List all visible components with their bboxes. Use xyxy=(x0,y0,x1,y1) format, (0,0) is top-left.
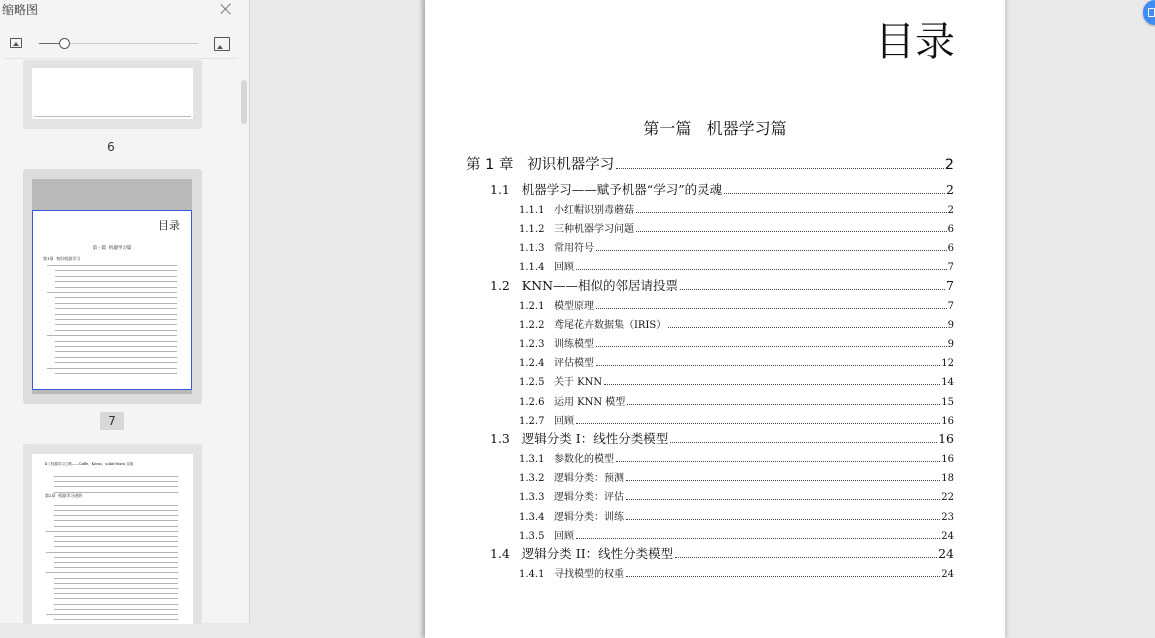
mini-toc-row xyxy=(47,265,177,266)
toc-dot-leader xyxy=(627,404,940,405)
thumbnail-image-selected xyxy=(32,210,192,390)
mini-toc-row xyxy=(46,552,178,553)
toc-dot-leader xyxy=(596,308,947,309)
toc-entry xyxy=(466,153,954,174)
toc-entry xyxy=(519,335,954,350)
toc-dot-leader xyxy=(616,461,940,462)
mini-toc-row xyxy=(55,373,177,374)
thumbnail-image xyxy=(32,454,193,624)
toc-dot-leader xyxy=(596,365,940,366)
part-title: 第一篇 机器学习篇 xyxy=(643,119,787,138)
toc-entry-title: 1.1.4 回顾 xyxy=(519,262,574,273)
mini-toc-row xyxy=(54,510,178,511)
toc-page-number: 7 xyxy=(946,278,954,293)
toc-page-number: 6 xyxy=(947,243,954,254)
toc-entry-title: 1.2.2 鸢尾花卉数据集（IRIS） xyxy=(519,320,667,331)
mini-toc-row xyxy=(55,303,177,304)
toc-entry xyxy=(490,276,954,294)
document-page xyxy=(425,0,1005,638)
toc-page-number: 12 xyxy=(941,358,954,369)
mini-toc-row xyxy=(55,346,177,347)
toc-entry xyxy=(519,488,954,503)
toc-dot-leader xyxy=(626,499,940,500)
toc-dot-leader xyxy=(668,327,946,328)
toc-dot-leader xyxy=(616,168,943,169)
panel-title: 缩略图 xyxy=(2,3,39,17)
toc-entry-title: 1.1 机器学习——赋予机器“学习”的灵魂 xyxy=(490,182,723,197)
toc-page-number: 16 xyxy=(941,416,954,427)
toc-entry-title: 1.2.4 评估模型 xyxy=(519,358,594,369)
page-rule xyxy=(34,116,191,117)
mini-toc-row xyxy=(47,335,177,336)
toc-page-number: 2 xyxy=(944,157,954,173)
thumbnail-panel xyxy=(0,0,250,623)
mini-toc-row xyxy=(55,330,177,331)
toc-page-number: 23 xyxy=(941,512,954,523)
toc-entry-title: 1.3.2 逻辑分类：预测 xyxy=(519,473,624,484)
page-gap xyxy=(32,390,192,394)
mini-toc-row xyxy=(55,351,177,352)
mini-toc-row xyxy=(54,598,178,599)
toc-entry xyxy=(519,316,954,331)
image-large-icon[interactable] xyxy=(214,37,230,51)
mini-toc-row xyxy=(55,276,177,277)
toc-dot-leader xyxy=(680,289,945,290)
mini-toc-row xyxy=(46,614,178,615)
mini-toc-row xyxy=(55,270,177,271)
toc-page-number: 22 xyxy=(941,492,954,503)
mini-toc-row xyxy=(54,619,178,620)
toc-dot-leader xyxy=(636,212,947,213)
toc-dot-leader xyxy=(596,346,947,347)
mini-toc-row xyxy=(54,578,178,579)
thumbnail-scrollbar[interactable] xyxy=(241,80,247,124)
mini-toc-row xyxy=(54,505,178,506)
toc-entry xyxy=(519,297,954,312)
toc-entry xyxy=(519,450,954,465)
toc-dot-leader xyxy=(626,480,940,481)
toc-entry-title: 1.2.7 回顾 xyxy=(519,416,574,427)
toc-entry xyxy=(519,258,954,273)
slider-thumb[interactable] xyxy=(59,38,70,49)
thumbnail-label-selected[interactable]: 7 xyxy=(100,412,124,430)
toc-entry-title: 1.3.3 逻辑分类：评估 xyxy=(519,492,624,503)
toc-entry xyxy=(519,239,954,254)
mini-toc-row xyxy=(55,287,177,288)
toc-entry xyxy=(519,565,954,580)
thumbnail-image xyxy=(32,68,193,119)
mini-toc-row xyxy=(54,588,178,589)
mini-part-title: 第一篇 机器学习篇 xyxy=(92,246,132,251)
toc-dot-leader xyxy=(675,557,937,558)
toc-page-number: 18 xyxy=(941,473,954,484)
mini-toc-row xyxy=(54,526,178,527)
mini-toc-row xyxy=(55,297,177,298)
toc-entry-title: 第 1 章 初识机器学习 xyxy=(466,157,615,173)
mini-chapter-title: 第1章 初识机器学习 xyxy=(43,256,81,261)
mini-toc-row xyxy=(54,583,178,584)
mini-toc-row xyxy=(55,324,177,325)
page-gap xyxy=(32,179,192,210)
mini-toc-row xyxy=(47,368,177,369)
mini-page-title: 目录 xyxy=(158,219,180,232)
mini-toc-row xyxy=(55,281,177,282)
mini-toc-row xyxy=(47,292,177,293)
document-viewport[interactable] xyxy=(251,0,1155,623)
mini-toc-row xyxy=(54,515,178,516)
toc-entry xyxy=(519,354,954,369)
toc-dot-leader xyxy=(724,193,945,194)
mini-toc-row xyxy=(54,567,178,568)
toc-entry xyxy=(519,393,954,408)
image-small-icon[interactable] xyxy=(10,38,22,48)
toc-page-number: 7 xyxy=(947,301,954,312)
mini-toc-row xyxy=(54,492,178,493)
mini-toc-row xyxy=(54,557,178,558)
toc-page-number: 2 xyxy=(947,205,954,216)
toc-entry xyxy=(519,508,954,523)
mini-toc-row xyxy=(54,609,178,610)
mini-toc-row xyxy=(54,593,178,594)
toc-dot-leader xyxy=(576,269,947,270)
mini-running-header: Ⅱ | 机器学习之路——Caffe、Keras、scikit-learn 实战 xyxy=(45,462,134,466)
mini-toc-row xyxy=(54,604,178,605)
toc-entry-title: 1.1.1 小红帽识别毒蘑菇 xyxy=(519,205,634,216)
mini-toc-row xyxy=(54,520,178,521)
mini-toc-row xyxy=(46,572,178,573)
toc-page-number: 24 xyxy=(938,546,954,561)
mini-chapter-title: 第2章 机器学习进阶 xyxy=(45,493,83,498)
toc-page-number: 9 xyxy=(947,339,954,350)
toc-page-number: 7 xyxy=(947,262,954,273)
toc-entry-title: 1.3 逻辑分类 I：线性分类模型 xyxy=(490,431,669,446)
toc-entry xyxy=(519,201,954,216)
mini-toc-row xyxy=(55,362,177,363)
thumbnail-page-7[interactable] xyxy=(23,169,202,404)
mini-toc-row xyxy=(55,319,177,320)
toc-page-number: 16 xyxy=(941,454,954,465)
toc-entry-title: 1.2 KNN——相似的邻居请投票 xyxy=(490,278,679,293)
mini-toc-row xyxy=(54,541,178,542)
toc-page-number: 24 xyxy=(941,569,954,580)
document-glyph-icon xyxy=(1148,8,1155,17)
toc-page-number: 24 xyxy=(941,531,954,542)
toc-entry xyxy=(519,527,954,542)
toc-entry-title: 1.3.4 逻辑分类：训练 xyxy=(519,512,624,523)
mini-toc-row xyxy=(54,481,178,482)
toc-page-number: 15 xyxy=(941,397,954,408)
page-title: 目录 xyxy=(875,19,955,65)
toc-entry-title: 1.2.3 训练模型 xyxy=(519,339,594,350)
mini-toc-row xyxy=(54,486,178,487)
toc-entry xyxy=(490,544,954,562)
toc-entry-title: 1.3.5 回顾 xyxy=(519,531,574,542)
toc-page-number: 14 xyxy=(941,377,954,388)
toc-page-number: 6 xyxy=(947,224,954,235)
toc-dot-leader xyxy=(626,519,940,520)
mini-toc-row xyxy=(54,546,178,547)
toc-dot-leader xyxy=(604,384,940,385)
toc-dot-leader xyxy=(670,442,937,443)
toc-entry xyxy=(519,373,954,388)
toc-entry-title: 1.4.1 寻找模型的权重 xyxy=(519,569,624,580)
mini-toc-row xyxy=(54,536,178,537)
toc-entry xyxy=(519,412,954,427)
thumbnail-page-6[interactable] xyxy=(23,60,202,129)
toc-dot-leader xyxy=(636,231,947,232)
toc-entry-title: 1.1.2 三种机器学习问题 xyxy=(519,224,634,235)
toc-entry-title: 1.2.5 关于 KNN xyxy=(519,377,603,388)
toc-page-number: 9 xyxy=(947,320,954,331)
toc-dot-leader xyxy=(576,538,940,539)
mini-toc-row xyxy=(55,341,177,342)
toc-entry-title: 1.4 逻辑分类 II：线性分类模型 xyxy=(490,546,674,561)
toc-entry-title: 1.2.1 模型原理 xyxy=(519,301,594,312)
thumbnail-page-8[interactable] xyxy=(23,444,202,624)
thumbnail-label[interactable]: 6 xyxy=(107,140,115,154)
mini-toc-row xyxy=(55,314,177,315)
toc-entry-title: 1.3.1 参数化的模型 xyxy=(519,454,614,465)
mini-toc-row xyxy=(55,357,177,358)
mini-toc-row xyxy=(46,531,178,532)
mini-toc-row xyxy=(55,308,177,309)
close-icon[interactable] xyxy=(218,1,234,17)
mini-toc-row xyxy=(54,476,178,477)
toc-entry xyxy=(519,220,954,235)
mini-toc-row xyxy=(54,562,178,563)
thumbnail-zoom-slider[interactable] xyxy=(39,43,198,44)
toc-entry-title: 1.2.6 运用 KNN 模型 xyxy=(519,397,626,408)
toc-entry xyxy=(519,469,954,484)
toc-page-number: 16 xyxy=(938,431,954,446)
toc-entry-title: 1.1.3 常用符号 xyxy=(519,243,594,254)
divider xyxy=(4,58,238,59)
toc-page-number: 2 xyxy=(946,182,954,197)
toc-dot-leader xyxy=(576,423,940,424)
toc-entry xyxy=(490,429,954,447)
toc-dot-leader xyxy=(596,250,947,251)
toc-entry xyxy=(490,180,954,198)
toc-dot-leader xyxy=(626,576,940,577)
